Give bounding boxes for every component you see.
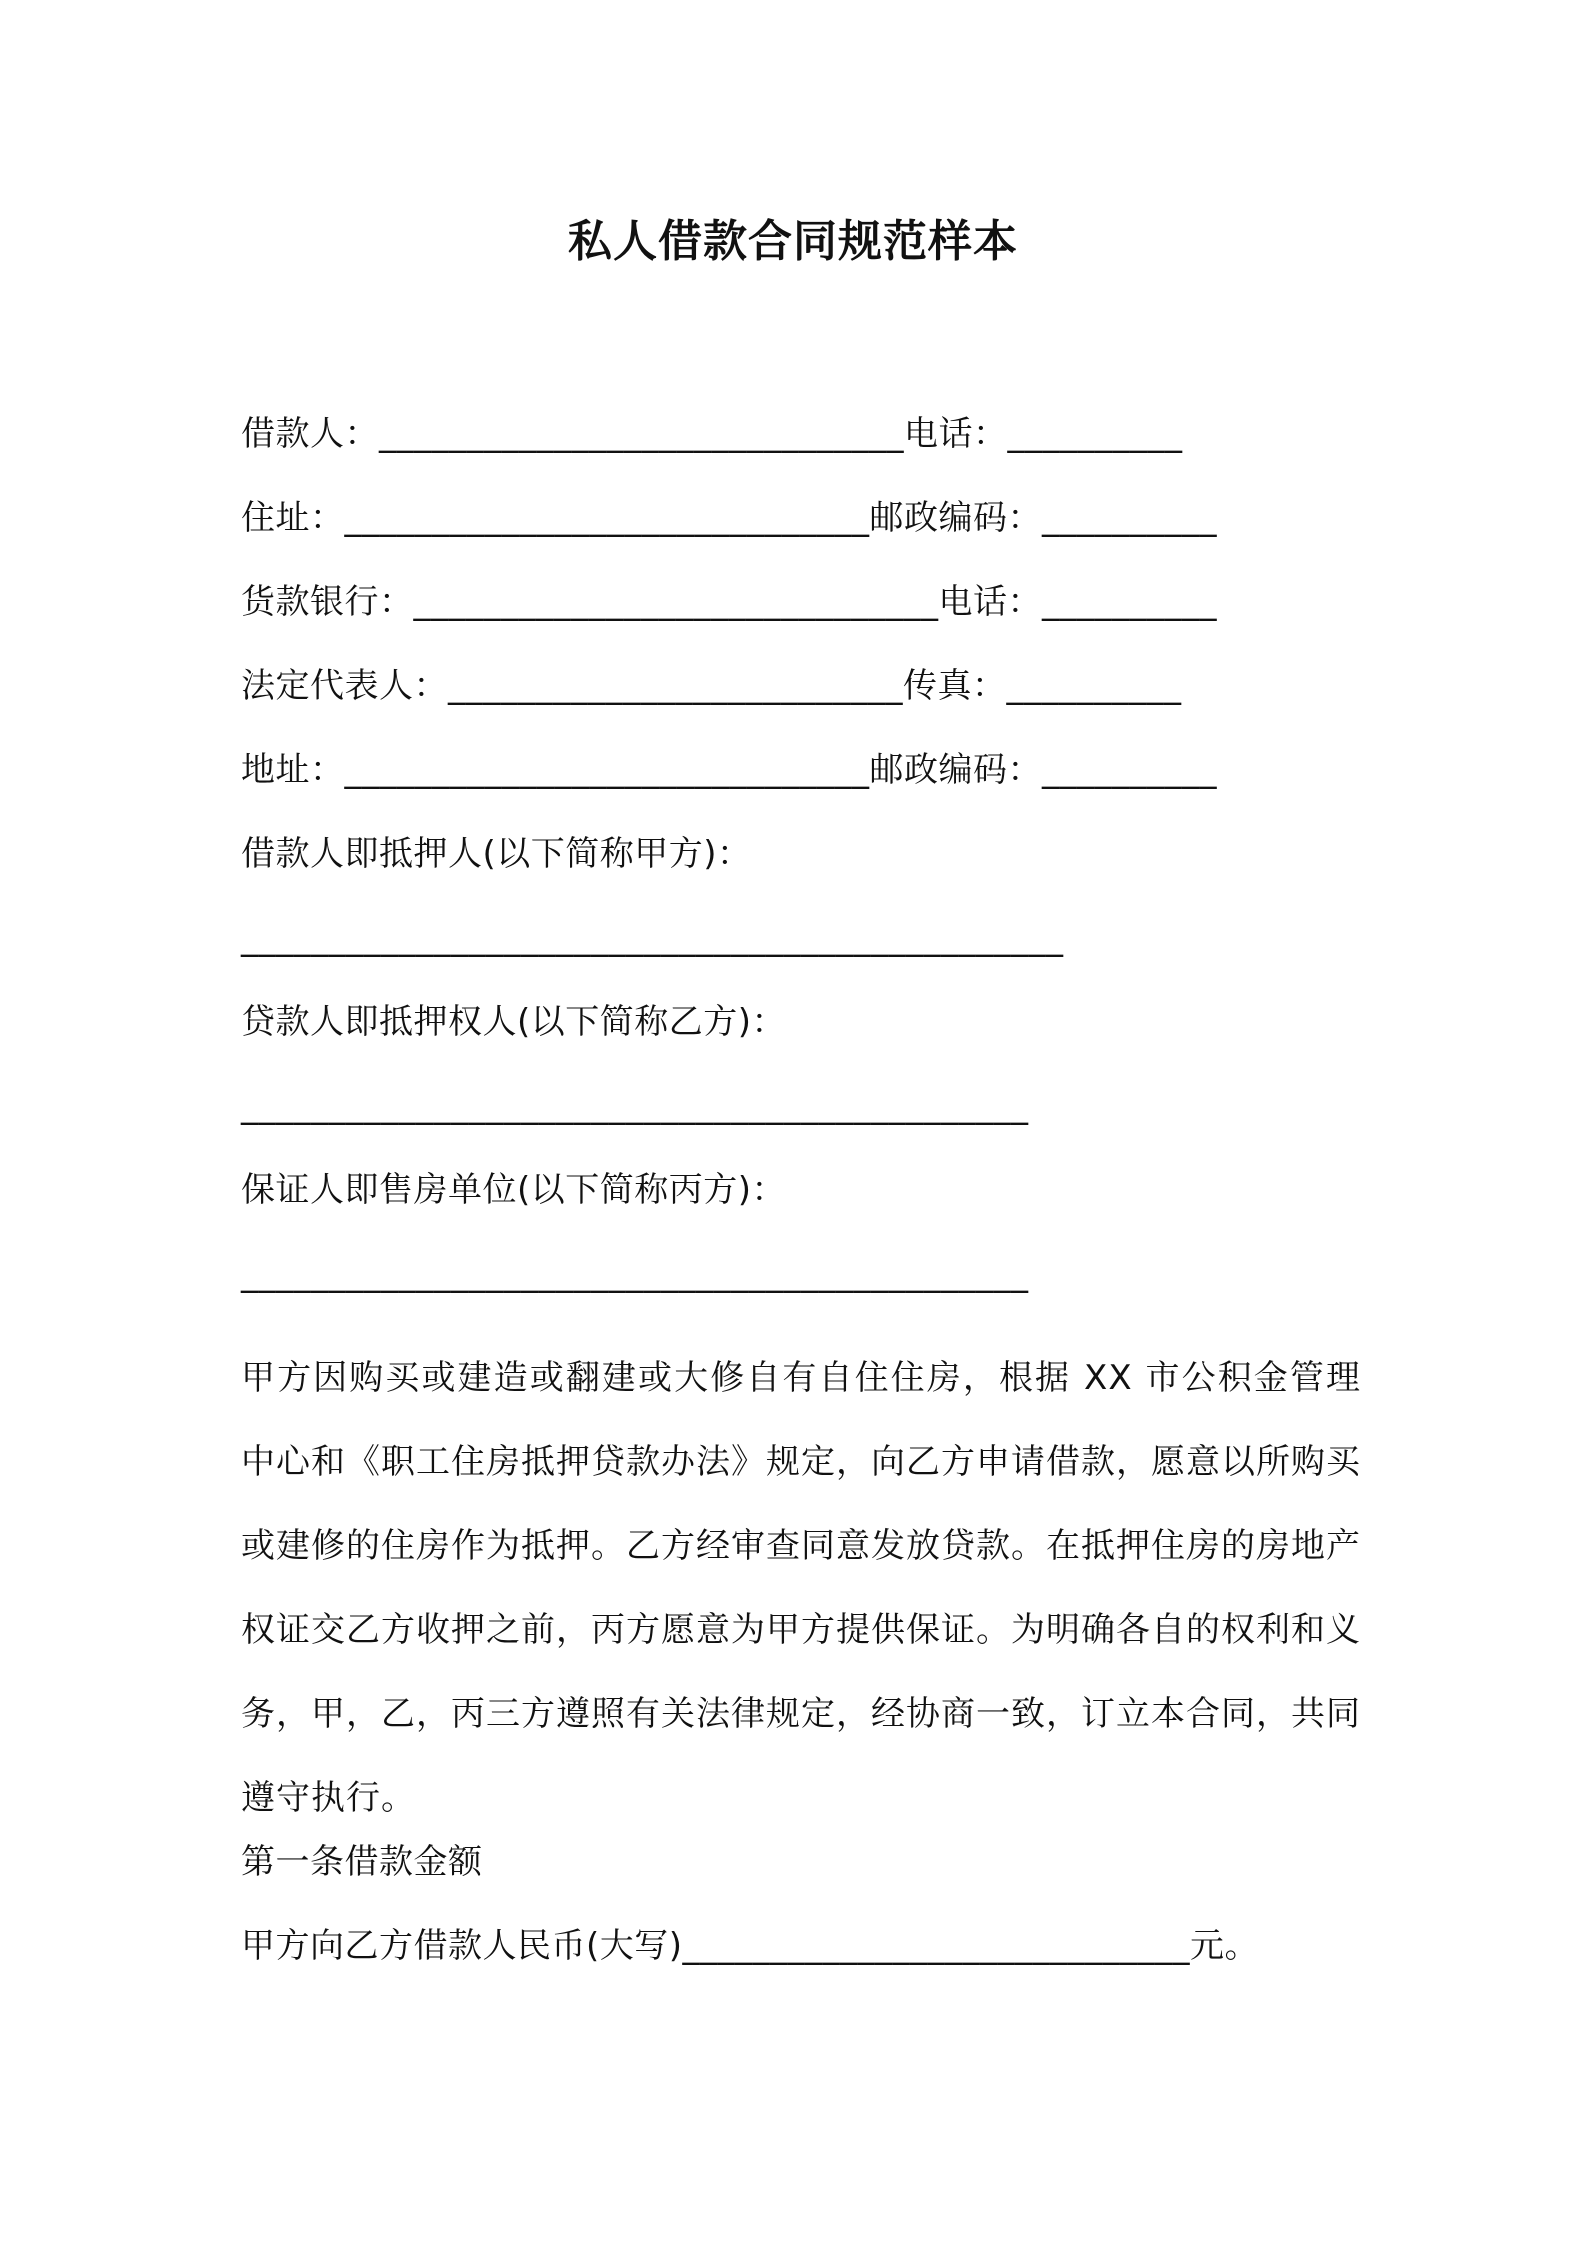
borrower-field: 借款人：______________________________电话：__________ bbox=[241, 414, 1183, 454]
party-c-label: 保证人即售房单位(以下简称丙方)： bbox=[241, 1170, 787, 1210]
party-b-label: 贷款人即抵押权人(以下简称乙方)： bbox=[241, 1002, 787, 1042]
article-1-text: 甲方向乙方借款人民币(大写)_____________________________元。 bbox=[241, 1926, 1260, 1966]
article-1-heading: 第一条借款金额 bbox=[241, 1842, 483, 1882]
lender-bank-field: 货款银行：______________________________电话：__________ bbox=[241, 582, 1217, 622]
party-a-blank: _______________________________________________ bbox=[241, 918, 1064, 958]
legal-representative-field: 法定代表人：__________________________传真：__________ bbox=[241, 666, 1182, 706]
party-c-blank: _____________________________________________ bbox=[241, 1254, 1029, 1294]
address-field: 住址：______________________________邮政编码：__________ bbox=[241, 498, 1217, 538]
intro-paragraph: 甲方因购买或建造或翻建或大修自有自住住房，根据 XX 市公积金管理中心和《职工住房抵押贷款办法》规定，向乙方申请借款，愿意以所购买或建修的住房作为抵押。乙方经审查同意发放贷款。在抵押住房的房地产权证交乙方收押之前，丙方愿意为甲方提供保证。为明确各自的权利和义务，甲，乙，丙三方遵照有关法律规定，经协商一致，订立本合同，共同遵守执行。 bbox=[241, 1358, 1361, 1818]
party-b-blank: _____________________________________________ bbox=[241, 1086, 1029, 1126]
party-a-label: 借款人即抵押人(以下简称甲方)： bbox=[241, 834, 752, 874]
page-title: 私人借款合同规范样本 bbox=[568, 216, 1018, 267]
bank-address-field: 地址：______________________________邮政编码：__________ bbox=[241, 750, 1217, 790]
